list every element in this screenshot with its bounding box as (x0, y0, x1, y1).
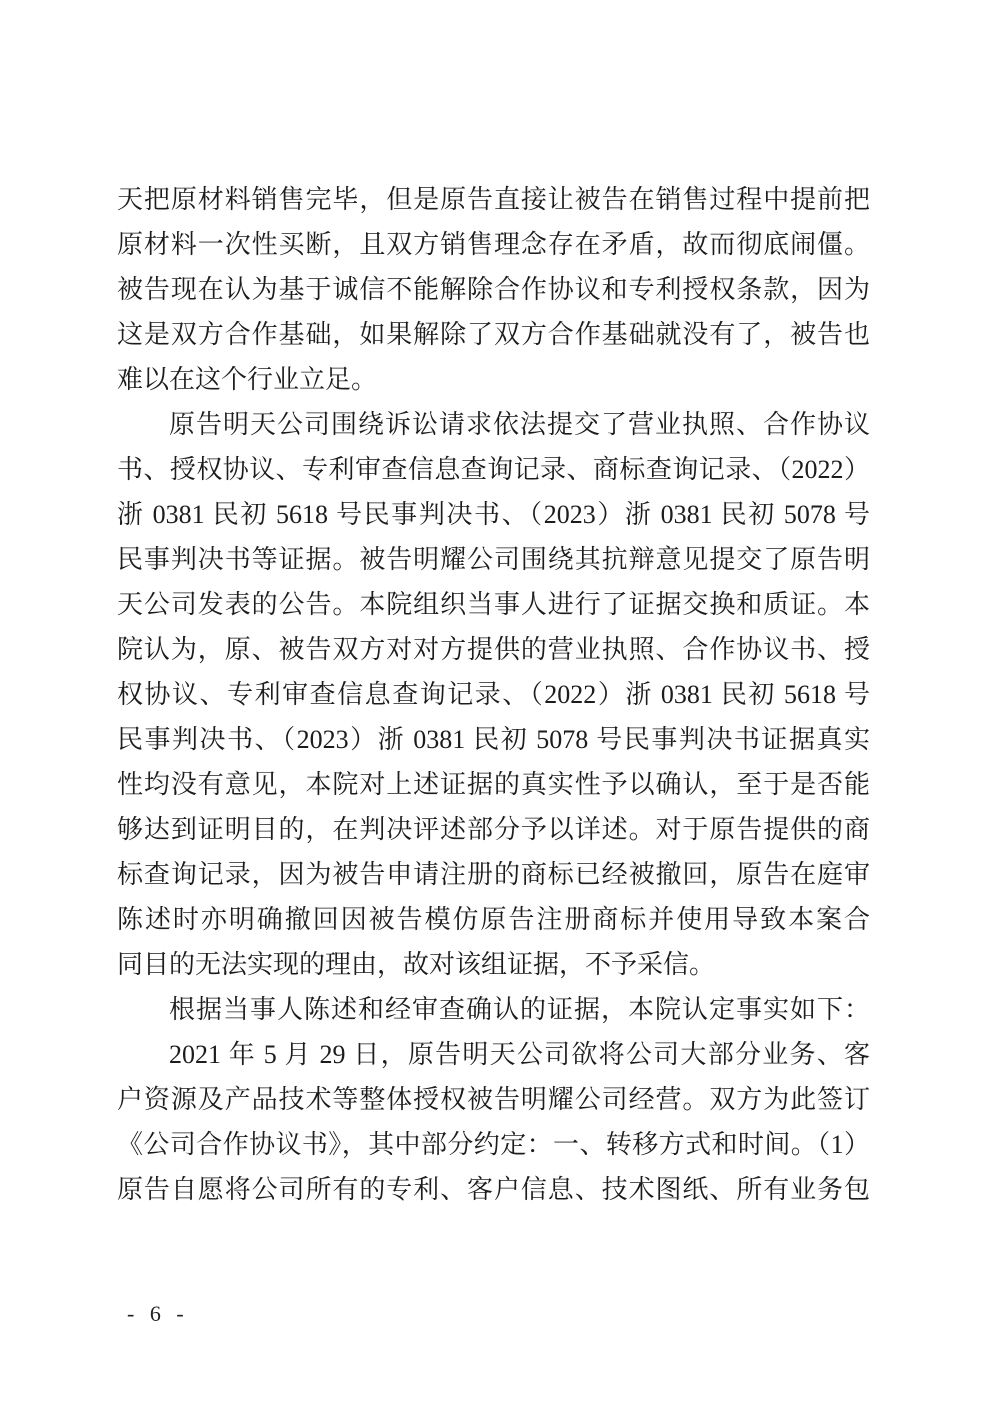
text-line: 被告现在认为基于诚信不能解除合作协议和专利授权条款，因为 (117, 275, 870, 304)
text-line: 书、授权协议、专利审查信息查询记录、商标查询记录、（2022） (117, 455, 870, 484)
text-line: 权协议、专利审查信息查询记录、（2022）浙 0381 民初 5618 号 (117, 680, 870, 709)
text-line: 够达到证明目的，在判决评述部分予以详述。对于原告提供的商 (117, 815, 870, 844)
text-line: 民事判决书等证据。被告明耀公司围绕其抗辩意见提交了原告明 (117, 545, 870, 574)
text-line: 这是双方合作基础，如果解除了双方合作基础就没有了，被告也 (117, 320, 870, 349)
text-line: 同目的无法实现的理由，故对该组证据，不予采信。 (117, 950, 716, 979)
text-line: 天把原材料销售完毕，但是原告直接让被告在销售过程中提前把 (117, 185, 870, 214)
text-line: 根据当事人陈述和经审查确认的证据，本院认定事实如下： (169, 995, 870, 1024)
text-line: 难以在这个行业立足。 (117, 365, 378, 394)
text-line: 《公司合作协议书》，其中部分约定：一、转移方式和时间。（1） (117, 1130, 870, 1159)
text-line: 民事判决书、（2023）浙 0381 民初 5078 号民事判决书证据真实 (117, 725, 870, 754)
text-line: 标查询记录，因为被告申请注册的商标已经被撤回，原告在庭审 (117, 860, 870, 889)
text-line: 天公司发表的公告。本院组织当事人进行了证据交换和质证。本 (117, 590, 870, 619)
text-line: 性均没有意见，本院对上述证据的真实性予以确认，至于是否能 (117, 770, 870, 799)
text-line: 2021 年 5 月 29 日，原告明天公司欲将公司大部分业务、客 (169, 1040, 870, 1069)
judgment-body-text (117, 177, 870, 1212)
text-line: 户资源及产品技术等整体授权被告明耀公司经营。双方为此签订 (117, 1085, 870, 1114)
text-line: 原告明天公司围绕诉讼请求依法提交了营业执照、合作协议 (169, 410, 870, 439)
text-line: 院认为，原、被告双方对对方提供的营业执照、合作协议书、授 (117, 635, 870, 664)
text-line: 陈述时亦明确撤回因被告模仿原告注册商标并使用导致本案合 (117, 905, 870, 934)
page-number: - 6 - (127, 1301, 189, 1326)
text-line: 原告自愿将公司所有的专利、客户信息、技术图纸、所有业务包 (117, 1175, 870, 1204)
text-line: 浙 0381 民初 5618 号民事判决书、（2023）浙 0381 民初 5078 号 (117, 500, 870, 529)
text-line: 原材料一次性买断，且双方销售理念存在矛盾，故而彻底闹僵。 (117, 230, 870, 259)
